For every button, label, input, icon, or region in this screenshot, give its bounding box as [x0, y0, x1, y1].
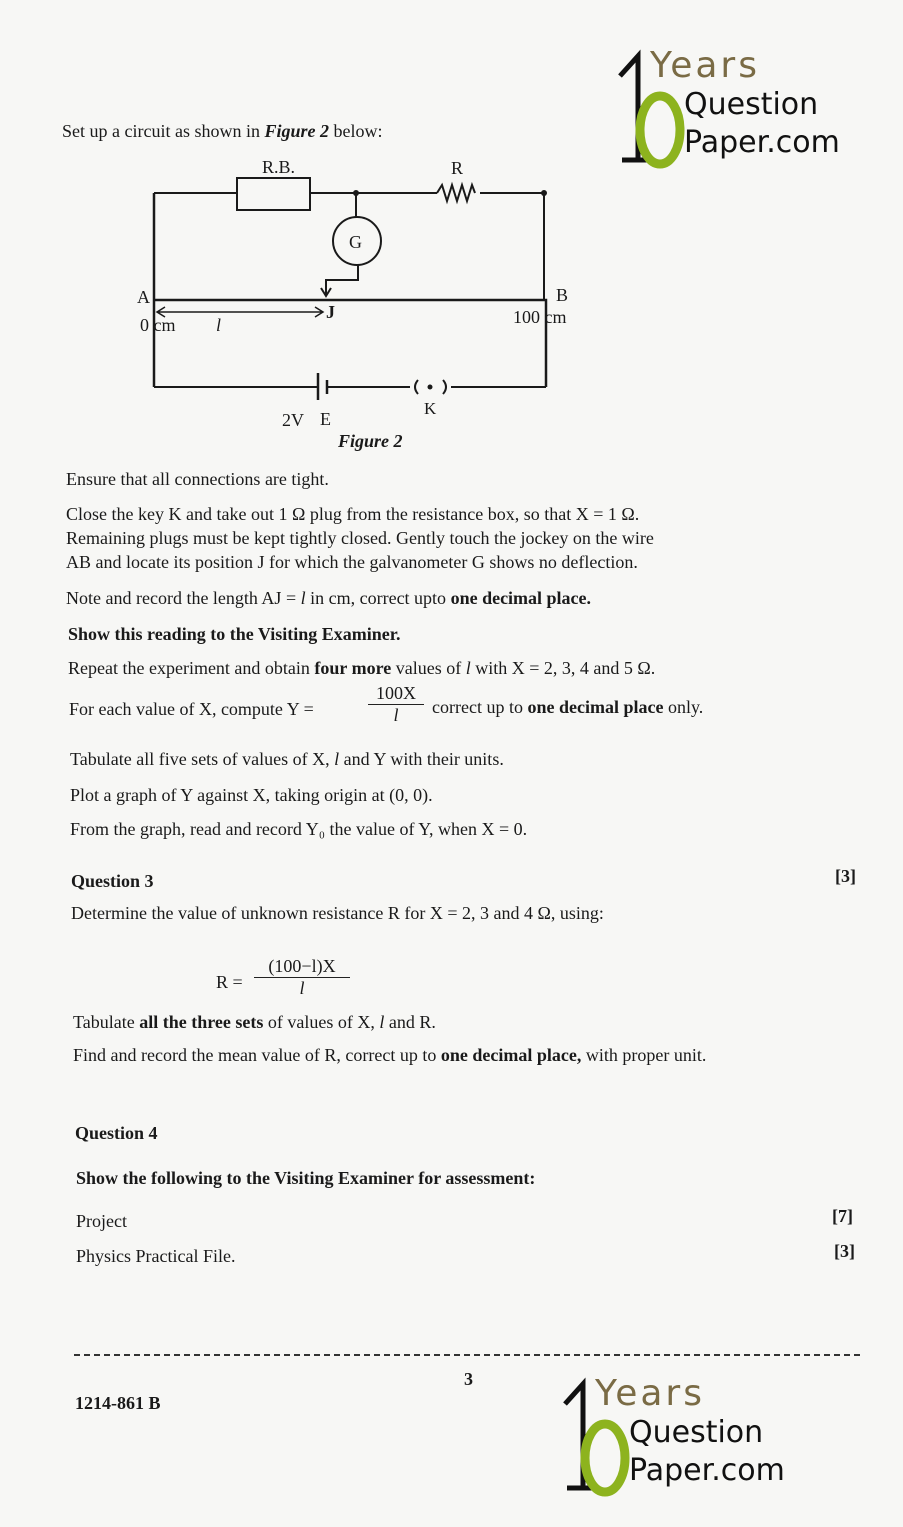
t: l [379, 1012, 385, 1032]
question-3-text: Determine the value of unknown resistance R for X = 2, 3 and 4 Ω, using: [71, 903, 604, 923]
step-connections: Ensure that all connections are tight. [66, 469, 329, 489]
label-b: B [556, 285, 569, 305]
t: with proper unit. [581, 1045, 707, 1065]
label-0cm: 0 cm [140, 315, 176, 335]
t: Find and record the mean value of R, correct up to [73, 1045, 441, 1065]
watermark-logo-bottom [557, 1373, 797, 1506]
circuit-diagram [0, 0, 903, 460]
t: all the three sets [139, 1012, 264, 1032]
intro-pre: Set up a circuit as shown in [62, 121, 265, 141]
intro-figure-ref: Figure 2 [264, 121, 329, 141]
junction-dot [353, 190, 359, 196]
t: one decimal place [527, 697, 664, 717]
step-close-key-2: Remaining plugs must be kept tightly closed. Gently touch the jockey on the wire [66, 528, 654, 548]
y-formula-numerator: 100X [368, 683, 424, 705]
t: only. [663, 697, 704, 717]
t: l [465, 658, 471, 678]
t: and Y with their units. [339, 749, 504, 769]
t: values of [391, 658, 466, 678]
t: and R. [384, 1012, 436, 1032]
t: one decimal place. [450, 588, 592, 608]
wire-ab [154, 193, 546, 387]
length-arrow [157, 307, 323, 317]
step-record-length [66, 588, 591, 609]
question-3-tabulate [73, 1012, 436, 1033]
r-formula-lhs: R = [216, 972, 243, 992]
t: one decimal place, [440, 1045, 582, 1065]
step-compute-y: For each value of X, compute Y = [69, 699, 314, 719]
footer-divider [74, 1354, 860, 1356]
r-formula-denominator: l [299, 978, 305, 998]
t: with X = 2, 3, 4 and 5 Ω. [470, 658, 656, 678]
label-e: E [320, 409, 331, 429]
logo-years: Years [650, 45, 760, 86]
question-3-title: Question 3 [71, 871, 154, 891]
label-j: J [326, 302, 335, 322]
logo-zero-glyph [585, 1424, 625, 1492]
t: Tabulate all five sets of values of X, [70, 749, 335, 769]
step-show-reading: Show this reading to the Visiting Examiner. [68, 624, 401, 644]
t: correct up to [432, 697, 528, 717]
step-repeat [68, 658, 655, 679]
question-4-item-file: Physics Practical File. [76, 1246, 236, 1266]
question-4-instruction: Show the following to the Visiting Examiner for assessment: [76, 1168, 536, 1188]
jockey-lead [321, 265, 358, 296]
step-tabulate [70, 749, 504, 770]
paper-code: 1214-861 B [75, 1393, 161, 1413]
label-100cm: 100 cm [513, 307, 567, 327]
step-close-key-3: AB and locate its position J for which the galvanometer G shows no deflection. [66, 552, 638, 572]
question-3-mean [73, 1045, 706, 1066]
intro-post: below: [328, 121, 383, 141]
logo-paper: Paper.com [684, 125, 840, 160]
resistance-box [237, 178, 310, 210]
t: Note and record the length AJ = [66, 588, 301, 608]
label-g: G [349, 232, 362, 252]
label-rb: R.B. [262, 157, 296, 177]
label-r: R [451, 158, 464, 178]
junction-dot [541, 190, 547, 196]
t: l [334, 749, 340, 769]
logo-question: Question [684, 87, 819, 122]
t: Repeat the experiment and obtain [68, 658, 315, 678]
figure-caption: Figure 2 [338, 431, 403, 451]
t: Tabulate [73, 1012, 140, 1032]
question-4-item-project: Project [76, 1211, 127, 1231]
r-formula-numerator: (100−l)X [254, 956, 350, 978]
t: in cm, correct upto [305, 588, 451, 608]
t: of values of X, [263, 1012, 380, 1032]
step-plot: Plot a graph of Y against X, taking origin at (0, 0). [70, 785, 433, 805]
label-l: l [216, 315, 222, 335]
step-compute-y-tail [432, 697, 703, 718]
y-formula-denominator: l [393, 705, 399, 725]
question-4-item-file-marks: [3] [834, 1241, 855, 1261]
question-3-marks: [3] [835, 866, 856, 886]
label-2v: 2V [282, 410, 304, 430]
logo-years: Years [595, 1373, 705, 1414]
y-formula-fraction [368, 683, 424, 726]
question-4-item-project-marks: [7] [832, 1206, 853, 1226]
battery-cell [318, 373, 327, 400]
t: four more [314, 658, 392, 678]
step-close-key-1: Close the key K and take out 1 Ω plug from the resistance box, so that X = 1 Ω. [66, 504, 640, 524]
logo-question: Question [629, 1415, 764, 1450]
resistor-r [437, 185, 475, 201]
question-4-title: Question 4 [75, 1123, 158, 1143]
label-a: A [137, 287, 150, 307]
step-read-y0: From the graph, read and record Y₀ the value of Y, when X = 0. [70, 819, 528, 839]
r-formula-fraction [254, 956, 350, 999]
page-number: 3 [464, 1369, 473, 1389]
label-k: K [424, 399, 437, 418]
logo-paper: Paper.com [629, 1453, 785, 1488]
t: l [300, 588, 306, 608]
key-plug-dot [428, 385, 433, 390]
